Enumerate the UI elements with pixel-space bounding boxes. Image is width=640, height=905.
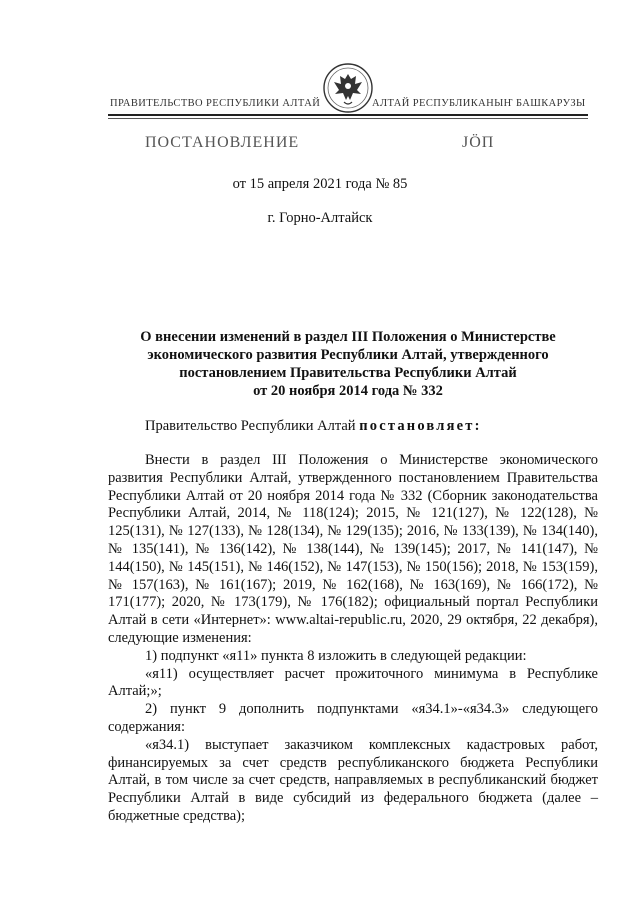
body-paragraph: «я34.1) выступает заказчиком комплексных кадастровых работ, финансируемых за счет средств республиканского бюджета Республики Алтай, в том числе за счет средств, направляемых в республиканский бюджет Республики Алтай в виде субсидий из федерального бюджета (далее – бюджетные средства); xyxy=(108,736,598,824)
title-line: постановлением Правительства Республики Алтай xyxy=(179,365,517,381)
document-body xyxy=(108,452,598,826)
body-paragraph: 1) подпункт «я11» пункта 8 изложить в следующей редакции: xyxy=(145,647,527,664)
body-paragraph: «я11) осуществляет расчет прожиточного минимума в Республике Алтай;»; xyxy=(108,665,598,700)
government-name-russian: ПРАВИТЕЛЬСТВО РЕСПУБЛИКИ АЛТАЙ xyxy=(110,98,321,109)
resolution-clause xyxy=(145,418,482,435)
document-type-altai: ЈӦП xyxy=(462,134,495,151)
header-rule-thick xyxy=(108,114,588,116)
coat-of-arms-eagle-icon xyxy=(322,62,374,114)
title-line: от 20 ноября 2014 года № 332 xyxy=(253,383,443,399)
resolution-verb: постановляет: xyxy=(359,418,482,434)
header-rule-thin xyxy=(108,118,588,119)
document-city: г. Горно-Алтайск xyxy=(267,210,373,226)
title-line: экономического развития Республики Алтай, утвержденного xyxy=(147,347,549,363)
document-type: ПОСТАНОВЛЕНИЕ xyxy=(145,134,300,151)
document-title xyxy=(108,328,588,400)
body-paragraph: Внести в раздел III Положения о Министерстве экономического развития Республики Алтай, утвержденного постановлением Правительства Республики Алтай от 20 ноября 2014 года № 332 (Сборник законодательства Республики Алтай, 2014, № 118(124); 2015, № 121(127), № 122(128), № 125(131), № 127(133), № 128(134), № 129(135); 2016, № 133(139), № 134(140), № 135(141), № 136(142), № 138(144), № 139(145); 2017, № 141(147), № 144(150), № 145(151), № 146(152), № 147(153), № 150(156); 2018, № 153(159), № 157(163), № 161(167); 2019, № 162(168), № 163(169), № 166(172), № 171(177); 2020, № 173(179), № 176(182); официальный портал Республики Алтай в сети «Интернет»: www.altai-republic.ru, 2020, 29 октября, 22 декабря), следующие изменения: xyxy=(108,452,598,646)
document-date-number: от 15 апреля 2021 года № 85 xyxy=(232,176,408,192)
resolution-prefix: Правительство Республики Алтай xyxy=(145,418,360,434)
body-paragraph: 2) пункт 9 дополнить подпунктами «я34.1»-«я34.3» следующего содержания: xyxy=(108,701,598,735)
title-line: О внесении изменений в раздел III Положения о Министерстве xyxy=(140,329,556,345)
government-name-altai: АЛТАЙ РЕСПУБЛИКАНЫҤ БАШКАРУЗЫ xyxy=(372,98,586,109)
